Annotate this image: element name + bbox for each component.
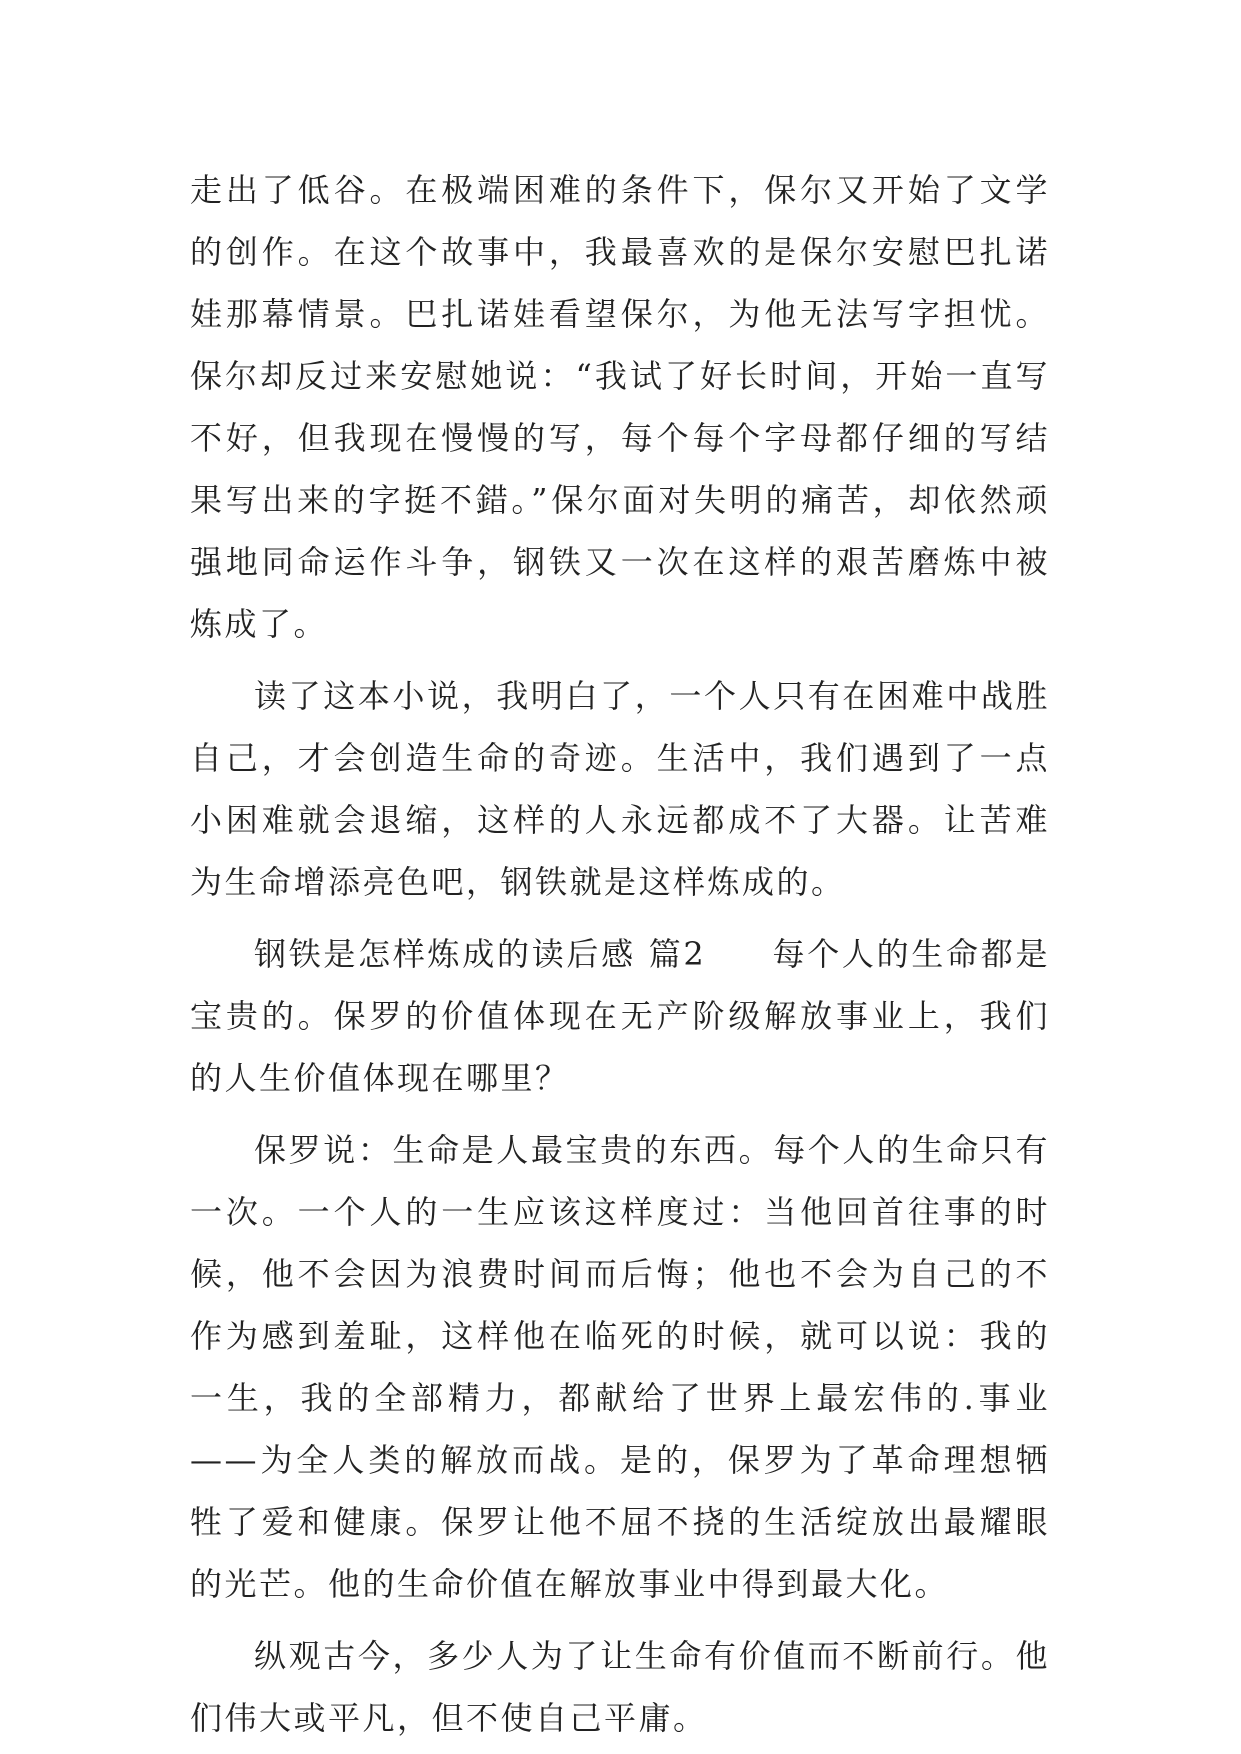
document-body (190, 159, 1050, 1749)
paragraph-section-2 (190, 923, 1050, 1109)
section-heading: 钢铁是怎样炼成的读后感 篇2 (254, 935, 707, 973)
section-2-text: 每个人的生命都是宝贵的。保罗的价值体现在无产阶级解放事业上，我们的人生价值体现在哪里？ (190, 935, 1050, 1097)
paragraph-continuation: 走出了低谷。在极端困难的条件下，保尔又开始了文学的创作。在这个故事中，我最喜欢的是保尔安慰巴扎诺娃那幕情景。巴扎诺娃看望保尔，为他无法写字担忧。保尔却反过来安慰她说：“我试了好长时间，开始一直写不好，但我现在慢慢的写，每个每个字母都仔细的写结果写出来的字挺不錯。”保尔面对失明的痛苦，却依然顽强地同命运作斗争，钢铁又一次在这样的艰苦磨炼中被炼成了。 (190, 171, 1050, 643)
paragraph-paul-quote: 保罗说：生命是人最宝贵的东西。每个人的生命只有一次。一个人的一生应该这样度过：当他回首往事的时候，他不会因为浪费时间而后悔；他也不会为自己的不作为感到羞耻，这样他在临死的时候，就可以说：我的一生，我的全部精力，都献给了世界上最宏伟的.事业——为全人类的解放而战。是的，保罗为了革命理想牺牲了爱和健康。保罗让他不屈不挠的生活绽放出最耀眼的光芒。他的生命价值在解放事业中得到最大化。 (190, 1131, 1050, 1603)
paragraph-reflection: 读了这本小说，我明白了，一个人只有在困难中战胜自己，才会创造生命的奇迹。生活中，我们遇到了一点小困难就会退缩，这样的人永远都成不了大器。让苦难为生命增添亮色吧，钢铁就是这样炼成的。 (190, 677, 1050, 901)
paragraph-closing: 纵观古今，多少人为了让生命有价值而不断前行。他们伟大或平凡，但不使自己平庸。 (190, 1637, 1050, 1737)
